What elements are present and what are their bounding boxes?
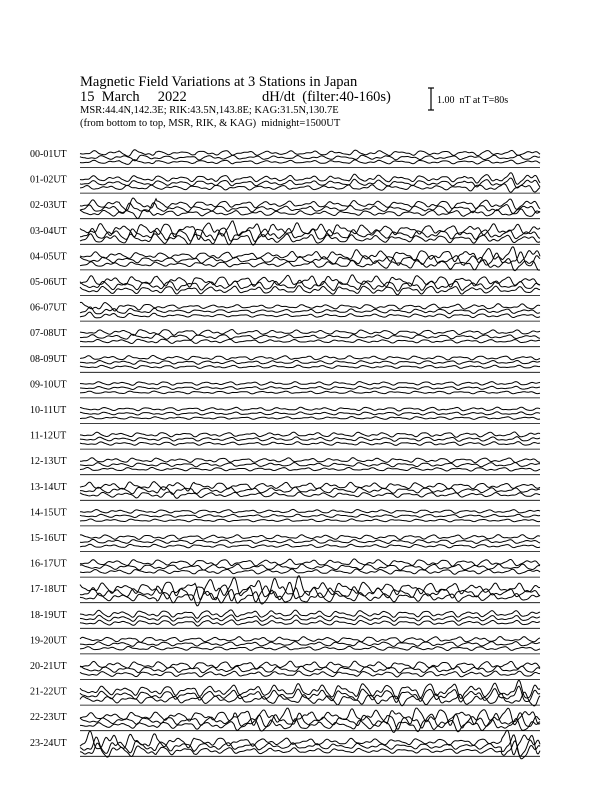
trace-msr <box>80 544 540 548</box>
figure-title: Magnetic Field Variations at 3 Stations in Japan <box>80 74 358 90</box>
hour-row <box>30 661 540 680</box>
trace-msr <box>80 467 540 471</box>
trace-rik <box>80 463 540 467</box>
hour-label: 05-06UT <box>30 277 67 288</box>
trace-msr <box>80 391 540 394</box>
trace-rik <box>80 666 540 673</box>
hour-row <box>30 198 540 219</box>
trace-kag <box>80 198 540 210</box>
hour-label: 04-05UT <box>30 251 67 263</box>
hour-row <box>30 149 540 168</box>
quantity-label: dH/dt (filter:40-160s) <box>262 89 391 105</box>
hour-row <box>30 275 540 296</box>
stations-label: MSR:44.4N,142.3E; RIK:43.5N,143.8E; KAG:31.5N,130.7E <box>80 105 339 116</box>
hour-label: 22-23UT <box>30 712 67 724</box>
hour-label: 12-13UT <box>30 456 67 468</box>
hour-row <box>30 576 540 606</box>
trace-msr <box>80 519 540 522</box>
trace-rik <box>80 642 540 647</box>
figure-header <box>80 74 508 129</box>
trace-kag <box>80 330 540 336</box>
trace-msr <box>80 365 540 368</box>
trace-kag <box>80 355 540 360</box>
trace-msr <box>80 492 540 498</box>
trace-rik <box>80 615 540 622</box>
hour-row <box>30 456 540 475</box>
trace-kag <box>80 407 540 411</box>
hour-row <box>30 635 540 654</box>
order-note: (from bottom to top, MSR, RIK, & KAG) midnight=1500UT <box>80 118 341 129</box>
trace-rik <box>80 386 540 389</box>
hour-label: 21-22UT <box>30 686 67 698</box>
trace-rik <box>80 360 540 364</box>
trace-msr <box>80 184 540 192</box>
trace-rik <box>80 155 540 161</box>
trace-kag <box>80 535 540 540</box>
hour-row <box>30 533 540 552</box>
date-label: 15 March 2022 <box>80 89 187 105</box>
trace-msr <box>80 646 540 650</box>
trace-msr <box>80 588 540 606</box>
trace-kag <box>80 247 540 263</box>
hour-label: 10-11UT <box>30 405 67 416</box>
hour-label: 15-16UT <box>30 533 67 544</box>
trace-rik <box>80 412 540 415</box>
trace-kag <box>80 730 540 755</box>
trace-rik <box>80 564 540 570</box>
trace-rik <box>80 514 540 517</box>
hourly-rows <box>30 149 540 759</box>
trace-msr <box>80 569 540 574</box>
hour-label: 14-15UT <box>30 507 67 519</box>
trace-kag <box>80 432 540 437</box>
hour-label: 01-02UT <box>30 174 67 186</box>
hour-row <box>30 507 540 526</box>
hour-row <box>30 680 540 706</box>
hour-label: 19-20UT <box>30 635 67 647</box>
trace-kag <box>80 275 540 287</box>
trace-msr <box>80 339 540 343</box>
hour-label: 09-10UT <box>30 379 67 391</box>
hour-label: 18-19UT <box>30 609 67 621</box>
hour-row <box>30 610 540 629</box>
hour-row <box>30 379 540 398</box>
hour-label: 23-24UT <box>30 737 67 749</box>
hour-row <box>30 431 540 450</box>
hour-label: 20-21UT <box>30 661 67 672</box>
hour-label: 13-14UT <box>30 481 67 493</box>
trace-rik <box>80 334 540 340</box>
trace-kag <box>80 458 540 463</box>
hour-row <box>30 221 540 245</box>
hour-label: 06-07UT <box>30 302 67 314</box>
hour-label: 03-04UT <box>30 225 67 237</box>
trace-rik <box>80 437 540 442</box>
hour-label: 17-18UT <box>30 584 67 596</box>
trace-rik <box>80 203 540 214</box>
trace-kag <box>80 509 540 513</box>
hour-label: 11-12UT <box>30 430 67 442</box>
hour-label: 07-08UT <box>30 328 67 340</box>
hour-row <box>30 247 540 271</box>
hour-row <box>30 354 540 373</box>
hour-row <box>30 405 540 424</box>
trace-kag <box>80 150 540 157</box>
trace-rik <box>80 539 540 543</box>
hour-row <box>30 708 540 732</box>
hour-row <box>30 173 540 193</box>
trace-msr <box>80 160 540 165</box>
scale-bar <box>428 88 508 110</box>
scale-bar-label: 1.00 nT at T=80s <box>437 95 509 106</box>
hour-row <box>30 559 540 578</box>
trace-kag <box>80 382 540 386</box>
hour-row <box>30 730 540 759</box>
hour-label: 02-03UT <box>30 200 67 212</box>
trace-msr <box>80 234 540 246</box>
trace-msr <box>80 417 540 420</box>
hour-label: 08-09UT <box>30 353 67 365</box>
trace-msr <box>80 286 540 295</box>
hour-row <box>30 302 540 321</box>
trace-msr <box>80 259 540 271</box>
trace-kag <box>80 637 540 643</box>
hour-row <box>30 482 540 501</box>
hour-row <box>30 328 540 347</box>
trace-msr <box>80 620 540 626</box>
trace-msr <box>80 442 540 446</box>
trace-kag <box>80 680 540 699</box>
hour-label: 00-01UT <box>30 149 67 160</box>
hour-label: 16-17UT <box>30 558 67 570</box>
